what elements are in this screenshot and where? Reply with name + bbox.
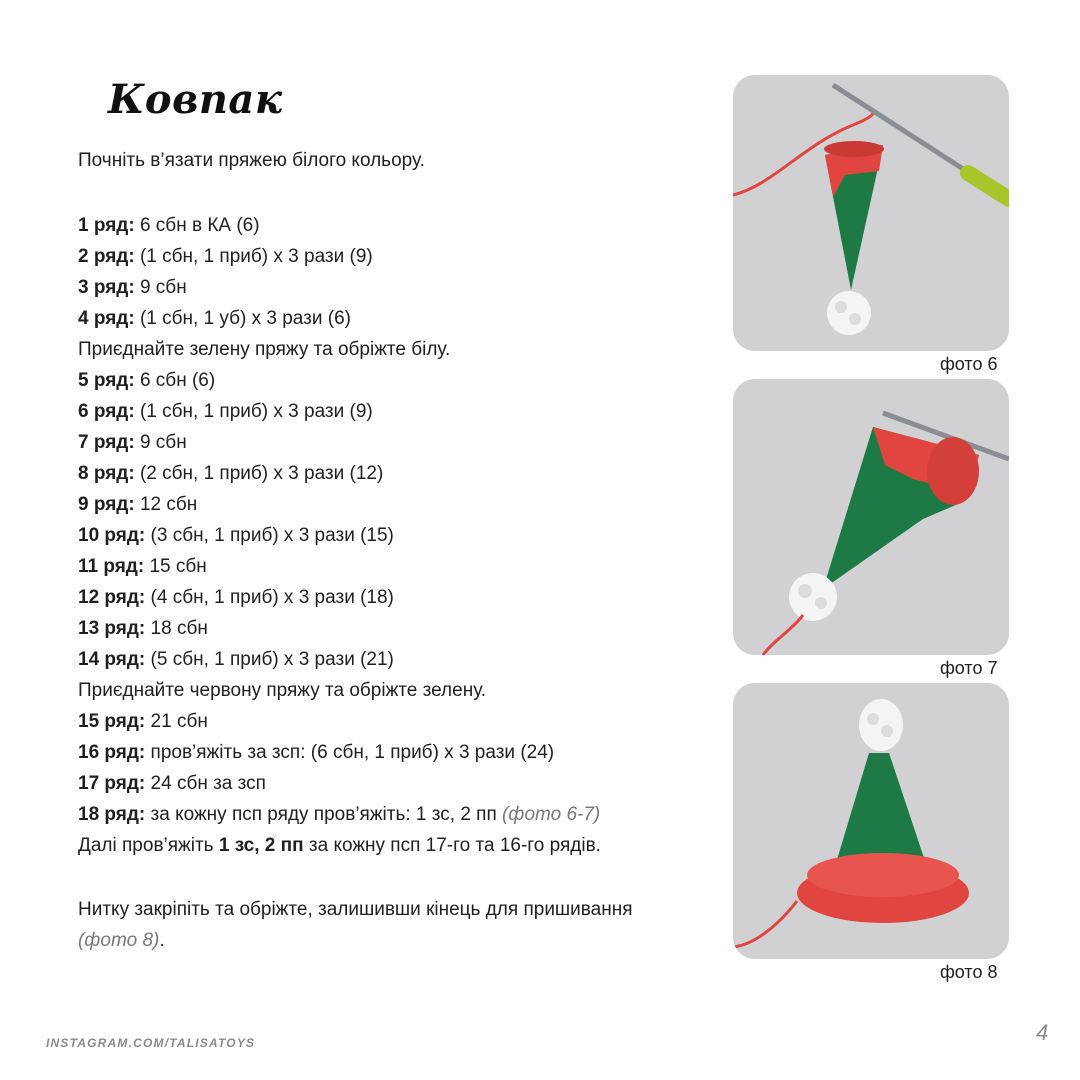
row-label: 11 ряд: — [78, 556, 145, 577]
row-instruction — [78, 582, 738, 613]
row-instruction — [78, 210, 738, 241]
row-text: 12 сбн — [134, 494, 198, 515]
row-label: 9 ряд: — [78, 494, 135, 515]
row-label: 15 ряд: — [78, 711, 146, 732]
final-instruction — [78, 894, 738, 956]
row-text: пров’яжіть за зсп: (6 сбн, 1 приб) х 3 рази (24) — [145, 742, 555, 763]
row-text: 21 сбн — [145, 711, 208, 732]
row-label: 6 ряд: — [78, 401, 135, 422]
row-label: 1 ряд: — [78, 215, 135, 236]
final-text: Нитку закріпіть та обріжте, залишивши кінець для пришивання — [78, 899, 633, 920]
row-text: (5 сбн, 1 приб) х 3 рази (21) — [145, 649, 394, 670]
instruction-note — [78, 334, 738, 365]
row-instruction — [78, 768, 738, 799]
row-text: 18 сбн — [145, 618, 208, 639]
final-photo-ref: (фото 8) — [78, 930, 160, 951]
continue-line — [78, 830, 738, 861]
row-label: 7 ряд: — [78, 432, 135, 453]
row-instruction — [78, 706, 738, 737]
photo-6-image — [733, 75, 1009, 351]
note-text: Приєднайте зелену пряжу та обріжте білу. — [78, 339, 451, 360]
row-label: 5 ряд: — [78, 370, 135, 391]
row-text: (2 сбн, 1 приб) х 3 рази (12) — [134, 463, 384, 484]
row-instruction — [78, 520, 738, 551]
continue-text-2: за кожну псп 17-го та 16-го рядів. — [303, 835, 601, 856]
row-instruction — [78, 303, 738, 334]
row-label: 8 ряд: — [78, 463, 135, 484]
photo-6 — [733, 75, 1009, 351]
row-instruction — [78, 613, 738, 644]
photo-6-caption: фото 6 — [940, 354, 998, 374]
photo-7 — [733, 379, 1009, 655]
page-number: 4 — [1036, 1020, 1049, 1045]
photo-8 — [733, 683, 1009, 959]
photo-7-image — [733, 379, 1009, 655]
row-text: за кожну псп ряду пров’яжіть: 1 зс, 2 пп — [145, 804, 503, 825]
row-label: 13 ряд: — [78, 618, 146, 639]
instruction-note — [78, 675, 738, 706]
row-instruction — [78, 396, 738, 427]
row-label: 2 ряд: — [78, 246, 135, 267]
intro-text: Почніть в’язати пряжею білого кольору. — [78, 150, 425, 171]
row-instruction — [78, 427, 738, 458]
row-label: 17 ряд: — [78, 773, 146, 794]
row-text: (1 сбн, 1 приб) х 3 рази (9) — [134, 401, 373, 422]
photo-8-caption: фото 8 — [940, 962, 998, 982]
row-text: (1 сбн, 1 уб) х 3 рази (6) — [134, 308, 351, 329]
row-text: (4 сбн, 1 приб) х 3 рази (18) — [145, 587, 394, 608]
row-text: 9 сбн — [134, 432, 187, 453]
continue-bold: 1 зс, 2 пп — [218, 835, 304, 856]
row-instruction — [78, 272, 738, 303]
row-text: 6 сбн в КА (6) — [134, 215, 260, 236]
continue-text-1: Далі пров’яжіть — [78, 835, 219, 856]
row-label: 18 ряд: — [78, 804, 146, 825]
row-instruction — [78, 799, 738, 830]
row-text: 24 сбн за зсп — [145, 773, 266, 794]
row-instruction — [78, 241, 738, 272]
row-label: 10 ряд: — [78, 525, 146, 546]
row-text: 6 сбн (6) — [134, 370, 216, 391]
note-text: Приєднайте червону пряжу та обріжте зелену. — [78, 680, 487, 701]
photo-8-image — [733, 683, 1009, 959]
row-label: 12 ряд: — [78, 587, 146, 608]
page-title: Ковпак — [108, 76, 283, 123]
photo-7-caption: фото 7 — [940, 658, 998, 678]
rows-container — [78, 210, 738, 830]
row-label: 4 ряд: — [78, 308, 135, 329]
row-instruction — [78, 737, 738, 768]
photo-reference: (фото 6-7) — [502, 804, 601, 825]
row-text: 9 сбн — [134, 277, 187, 298]
instagram-footer: INSTAGRAM.COM/TALISATOYS — [46, 1036, 256, 1050]
row-instruction — [78, 365, 738, 396]
row-label: 16 ряд: — [78, 742, 146, 763]
row-instruction — [78, 551, 738, 582]
row-instruction — [78, 489, 738, 520]
row-text: (3 сбн, 1 приб) х 3 рази (15) — [145, 525, 394, 546]
row-text: (1 сбн, 1 приб) х 3 рази (9) — [134, 246, 373, 267]
row-label: 14 ряд: — [78, 649, 146, 670]
row-label: 3 ряд: — [78, 277, 135, 298]
instruction-list — [78, 210, 738, 861]
final-period: . — [159, 930, 165, 951]
row-instruction — [78, 644, 738, 675]
row-text: 15 сбн — [144, 556, 207, 577]
row-instruction — [78, 458, 738, 489]
